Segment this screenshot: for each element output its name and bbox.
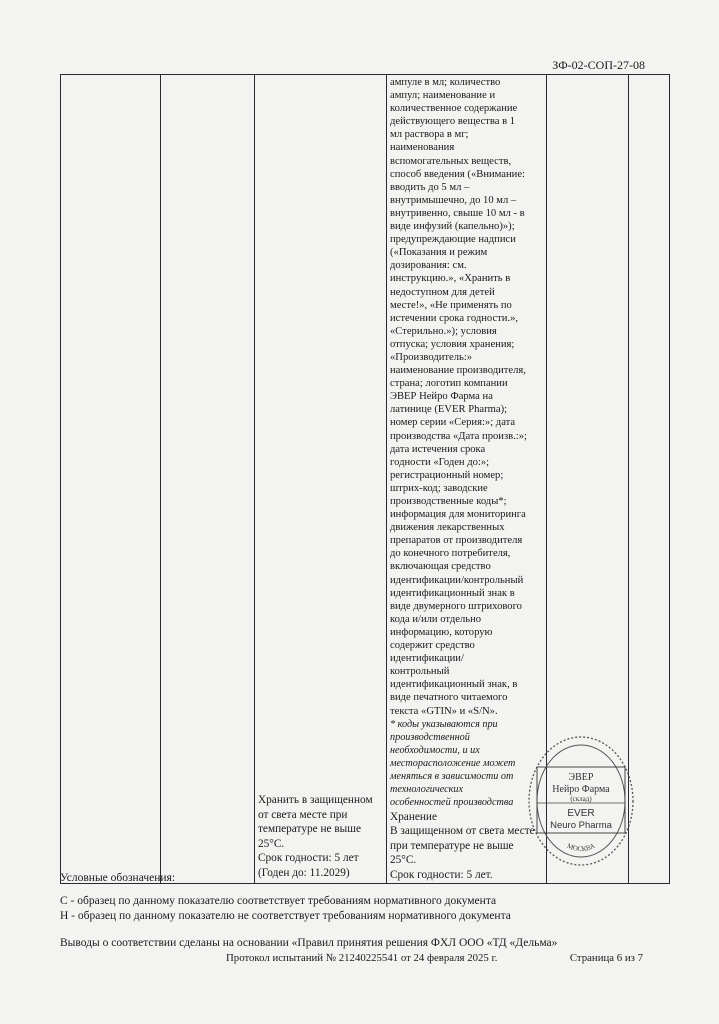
- footnote-line: меняться в зависимости от: [390, 770, 514, 782]
- protocol-number: Протокол испытаний № 21240225541 от 24 февраля 2025 г.: [226, 952, 498, 964]
- company-stamp: [525, 733, 637, 869]
- document-code: ЗФ-02-СОП-27-08: [552, 58, 645, 72]
- labeling-line: идентификации/контрольный: [390, 574, 524, 586]
- labeling-line: ампуле в мл; количество: [390, 77, 501, 88]
- labeling-line: дозирования: см.: [390, 260, 467, 272]
- labeling-line: вводить до 5 мл –: [390, 181, 470, 193]
- storage-line: температуре не выше: [258, 823, 361, 836]
- conclusion-note: Выводы о соответствии сделаны на основании «Правил принятия решения ФХЛ ООО «ТД «Дельма»: [60, 937, 558, 949]
- codes-footnote: [390, 718, 543, 809]
- footnote-line: технологических: [390, 783, 464, 795]
- labeling-line: виде инфузий (капельно)»);: [390, 221, 515, 233]
- footnote-line: производственной: [390, 731, 470, 743]
- stamp-line4: EVER: [567, 808, 595, 819]
- labeling-line: мл раствора в мг;: [390, 129, 469, 141]
- storage-line: Хранить в защищенном: [258, 794, 373, 806]
- labeling-line: предупреждающие надписи: [390, 234, 516, 246]
- labeling-line: инструкцию.», «Хранить в: [390, 273, 511, 285]
- labeling-line: препаратов от производителя: [390, 535, 523, 547]
- legend-title: Условные обозначения:: [60, 872, 176, 884]
- labeling-line: «Производитель:»: [390, 351, 473, 363]
- labeling-line: номер серии «Серия:»; дата: [390, 417, 516, 429]
- labeling-line: идентификационный знак в: [390, 587, 515, 599]
- footnote-line: необходимости, и их: [390, 744, 480, 756]
- labeling-line: («Показания и режим: [390, 247, 488, 259]
- labeling-line: идентификационный знак, в: [390, 679, 518, 691]
- labeling-line: истечении срока годности.»,: [390, 312, 519, 324]
- page-number: Страница 6 из 7: [569, 952, 643, 964]
- labeling-line: внутримышечно, до 10 мл –: [390, 194, 517, 206]
- footnote-line: особенностей производства: [390, 796, 514, 808]
- table-cell-norm-storage: [255, 75, 387, 884]
- labeling-line: отпуска; условия хранения;: [390, 338, 515, 350]
- legend-c: С - образец по данному показателю соответствует требованиям нормативного документа: [60, 895, 497, 907]
- labeling-line: движения лекарственных: [390, 522, 505, 534]
- storage-line: от света месте при: [258, 808, 348, 821]
- labeling-line: наименование производителя,: [390, 365, 526, 377]
- stamp-ring-text: [566, 842, 596, 853]
- labeling-line: «Стерильно.»); условия: [390, 325, 497, 337]
- stamp-ring-path: МОСКВА: [565, 841, 597, 854]
- labeling-line: ЭВЕР Нейро Фарма на: [390, 391, 493, 403]
- labeling-line: страна; логотип компании: [390, 378, 508, 390]
- labeling-line: регистрационный номер;: [390, 469, 504, 481]
- actual-storage-line: 25°С.: [390, 854, 417, 867]
- labeling-line: виде печатного читаемого: [390, 692, 508, 704]
- labeling-description: [390, 76, 543, 718]
- labeling-line: виде двумерного штрихового: [390, 600, 522, 612]
- storage-line: (Годен до: 11.2029): [258, 866, 350, 879]
- actual-storage-text: [390, 810, 543, 883]
- labeling-line: недоступном для детей: [390, 286, 495, 298]
- legend-h: Н - образец по данному показателю не соответствует требованиям нормативного документа: [60, 910, 511, 922]
- actual-storage-line: Хранение: [390, 810, 437, 823]
- labeling-line: наименования: [390, 142, 455, 154]
- stamp-line3: (склад): [570, 795, 592, 803]
- stamp-line5: Neuro Pharma: [550, 820, 612, 831]
- labeling-line: количественное содержание: [390, 103, 518, 115]
- labeling-line: действующего вещества в 1: [390, 116, 516, 128]
- labeling-line: включающая средство: [390, 561, 491, 573]
- footnote-line: * коды указываются при: [390, 718, 498, 730]
- storage-line: 25°С.: [258, 837, 285, 850]
- table-cell-1: [61, 75, 161, 884]
- labeling-line: месте!», «Не применять по: [390, 299, 512, 311]
- labeling-line: штрих-код; заводские: [390, 482, 488, 494]
- stamp-line1: ЭВЕР: [568, 772, 594, 783]
- labeling-line: производственные коды*;: [390, 496, 507, 507]
- table-cell-actual: [387, 75, 547, 884]
- labeling-line: информацию, которую: [390, 626, 493, 638]
- storage-line: Срок годности: 5 лет: [258, 852, 359, 865]
- labeling-line: идентификации/: [390, 653, 464, 665]
- labeling-line: вспомогательных веществ,: [390, 155, 512, 167]
- labeling-line: содержит средство: [390, 640, 475, 652]
- labeling-line: способ введения («Внимание:: [390, 168, 525, 180]
- labeling-line: внутривенно, свыше 10 мл - в: [390, 207, 525, 219]
- labeling-line: кода и/или отдельно: [390, 613, 482, 625]
- footnote-line: месторасположение может: [390, 757, 516, 769]
- actual-storage-line: при температуре не выше: [390, 839, 514, 852]
- labeling-line: латинице (EVER Pharma);: [390, 404, 508, 416]
- labeling-line: дата истечения срока: [390, 443, 486, 455]
- labeling-line: годности «Годен до:»;: [390, 456, 490, 468]
- labeling-line: контрольный: [390, 666, 450, 678]
- labeling-line: ампул; наименование и: [390, 90, 496, 102]
- actual-storage-line: В защищенном от света месте: [390, 825, 535, 838]
- labeling-line: производства «Дата произв.:»;: [390, 430, 527, 442]
- labeling-line: до конечного потребителя,: [390, 548, 511, 560]
- table-cell-2: [161, 75, 255, 884]
- actual-storage-line: Срок годности: 5 лет.: [390, 868, 493, 881]
- labeling-line: информация для мониторинга: [390, 509, 526, 521]
- storage-requirement-text: [258, 793, 383, 881]
- labeling-line: текста «GTIN» и «S/N».: [390, 705, 498, 717]
- stamp-line2: Нейро Фарма: [552, 784, 610, 795]
